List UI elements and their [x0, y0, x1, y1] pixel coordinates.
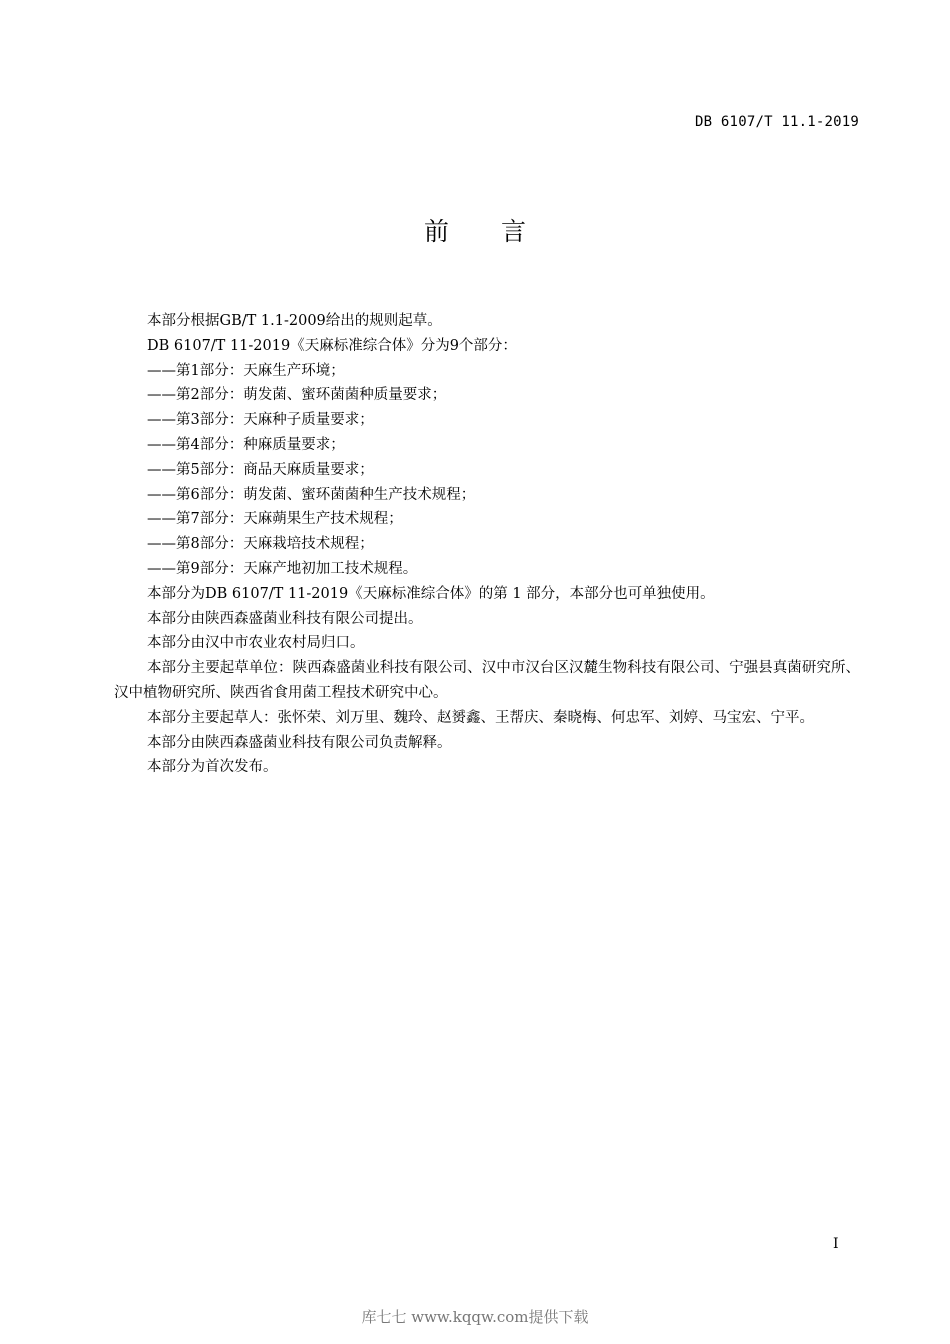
paragraph-proposer: 本部分由陕西森盛菌业科技有限公司提出。: [147, 610, 423, 627]
list-item-part-2: ——第2部分：萌发菌、蜜环菌菌种质量要求；: [147, 387, 447, 404]
paragraph-interpretation: 本部分由陕西森盛菌业科技有限公司负责解释。: [147, 734, 452, 751]
paragraph-first-release: 本部分为首次发布。: [147, 759, 278, 776]
paragraph-part-scope: 本部分为DB 6107/T 11-2019《天麻标准综合体》的第 1 部分，本部分也可单独使用。: [147, 585, 715, 602]
list-item-part-6: ——第6部分：萌发菌、蜜环菌菌种生产技术规程；: [147, 486, 476, 503]
list-item-part-1: ——第1部分：天麻生产环境；: [147, 362, 345, 379]
list-item-part-8: ——第8部分：天麻栽培技术规程；: [147, 536, 374, 553]
download-watermark: 库七七 www.kqqw.com提供下载: [361, 1308, 589, 1326]
document-code: DB 6107/T 11.1-2019: [695, 114, 859, 130]
list-item-part-4: ——第4部分：种麻质量要求；: [147, 436, 345, 453]
paragraph-drafting-units: 本部分主要起草单位：陕西森盛菌业科技有限公司、汉中市汉台区汉麓生物科技有限公司、宁强县真菌研究所、汉中植物研究所、陕西省食用菌工程技术研究中心。: [114, 660, 860, 701]
page-title: 前言: [423, 217, 578, 246]
paragraph-parts-intro: DB 6107/T 11-2019《天麻标准综合体》分为9个部分：: [147, 337, 517, 354]
list-item-part-9: ——第9部分：天麻产地初加工技术规程。: [147, 560, 418, 577]
list-item-part-3: ——第3部分：天麻种子质量要求；: [147, 412, 374, 429]
paragraph-drafters: 本部分主要起草人：张怀荣、刘万里、魏玲、赵赟鑫、王帮庆、秦晓梅、何忠军、刘婷、马宝宏、宁平。: [147, 709, 814, 726]
paragraph-drafting-rule: 本部分根据GB/T 1.1-2009给出的规则起草。: [147, 313, 442, 329]
list-item-part-5: ——第5部分：商品天麻质量要求；: [147, 461, 374, 478]
list-item-part-7: ——第7部分：天麻蒴果生产技术规程；: [147, 511, 403, 528]
paragraph-administrator: 本部分由汉中市农业农村局归口。: [147, 635, 365, 652]
page-number: I: [833, 1236, 839, 1252]
foreword-body: [114, 309, 860, 780]
